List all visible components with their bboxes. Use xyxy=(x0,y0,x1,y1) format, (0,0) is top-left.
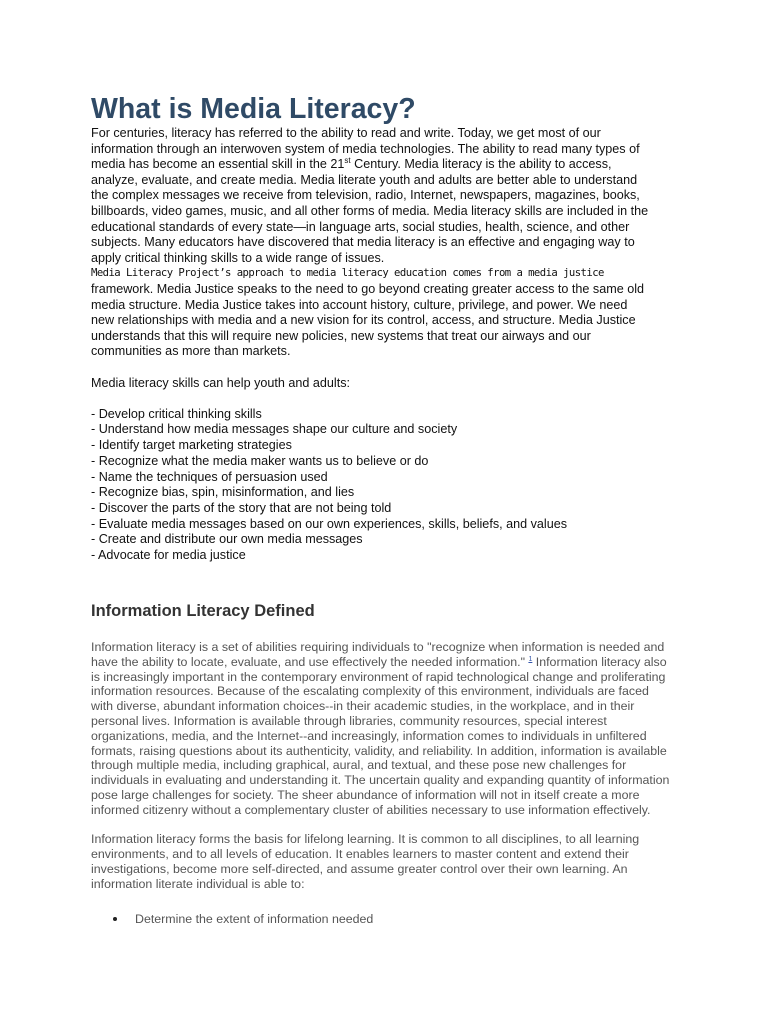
text-line: individuals in evaluating and understanding it. The uncertain quality and expanding quantity of information xyxy=(91,773,670,788)
text-line: the complex messages we receive from television, radio, Internet, newspapers, magazines, books, xyxy=(91,188,640,203)
text-line: apply critical thinking skills to a wide range of issues. xyxy=(91,250,385,265)
list-item: - Create and distribute our own media messages xyxy=(91,532,363,547)
text-span: have the ability to locate, evaluate, and use effectively the needed information." xyxy=(91,654,529,669)
spacer xyxy=(91,818,691,833)
text-line: information through an interwoven system of media technologies. The ability to read many types of xyxy=(91,141,640,156)
text-line: educational standards of every state—in language arts, social studies, health, science, and other xyxy=(91,219,630,234)
text-line: investigations, become more self-directed, and assume greater control over their own learning. An xyxy=(91,861,628,876)
text-line: informed citizenry without a complementary cluster of abilities necessary to use information effectively. xyxy=(91,802,651,817)
text-line: environments, and to all levels of education. It enables learners to master content and extend their xyxy=(91,847,629,862)
text-line: formats, raising questions about its authenticity, validity, and reliability. In addition, information is available xyxy=(91,743,667,758)
text-line: understands that this will require new policies, new systems that treat our airways and our xyxy=(91,328,591,343)
text-line: Media Literacy Project’s approach to media literacy education comes from a media justice xyxy=(91,267,604,280)
text-span: Century. Media literacy is the ability to access, xyxy=(350,157,612,172)
list-item: - Advocate for media justice xyxy=(91,548,246,563)
superscript: st xyxy=(344,156,351,165)
text-span: media has become an essential skill in the 21 xyxy=(91,157,345,172)
text-line: organizations, media, and the Internet--and increasingly, information comes to individuals in unfiltered xyxy=(91,728,647,743)
list-item: - Identify target marketing strategies xyxy=(91,438,292,453)
text-line xyxy=(91,655,691,670)
text-span: Information literacy also xyxy=(532,654,667,669)
footnote-link[interactable]: 1 xyxy=(528,655,533,663)
section-heading: Information Literacy Defined xyxy=(91,602,315,620)
text-line: information literate individual is able to: xyxy=(91,876,305,891)
list-item: - Understand how media messages shape our culture and society xyxy=(91,422,458,437)
page-title: What is Media Literacy? xyxy=(91,93,416,125)
text-line: with diverse, abundant information choices--in their academic studies, in the workplace, and in their xyxy=(91,699,635,714)
text-line: billboards, video games, music, and all other forms of media. Media literacy skills are included in the xyxy=(91,203,649,218)
text-line: Information literacy forms the basis for lifelong learning. It is common to all disciplines, to all learning xyxy=(91,832,640,847)
intro-paragraph xyxy=(91,126,691,266)
list-item: - Evaluate media messages based on our own experiences, skills, beliefs, and values xyxy=(91,516,568,531)
list-item: - Recognize bias, spin, misinformation, and lies xyxy=(91,485,355,500)
text-line: communities as more than markets. xyxy=(91,344,291,359)
text-line: framework. Media Justice speaks to the need to go beyond creating greater access to the same old xyxy=(91,281,645,296)
text-line: pose large challenges for society. The sheer abundance of information will not in itself create a more xyxy=(91,787,640,802)
list-item: - Develop critical thinking skills xyxy=(91,406,262,421)
text-line: For centuries, literacy has referred to the ability to read and write. Today, we get most of our xyxy=(91,126,601,140)
text-line: new relationships with media and a new vision for its control, access, and structure. Media Justice xyxy=(91,313,636,328)
document-page xyxy=(91,92,691,926)
text-line: is increasingly important in the contemporary environment of rapid technological change and proliferating xyxy=(91,669,666,684)
list-item: - Discover the parts of the story that are not being told xyxy=(91,500,392,515)
text-line xyxy=(91,157,691,173)
paragraph xyxy=(91,640,691,818)
list-item-label: Determine the extent of information needed xyxy=(135,912,374,926)
text-line: personal lives. Information is available through libraries, community resources, special interest xyxy=(91,713,607,728)
text-line: analyze, evaluate, and create media. Media literate youth and adults are better able to understand xyxy=(91,172,638,187)
text-line: through multiple media, including graphical, aural, and textual, and these pose new challenges for xyxy=(91,758,627,773)
skills-list xyxy=(91,407,691,564)
text-line: subjects. Many educators have discovered that media literacy is an effective and engaging way to xyxy=(91,235,635,250)
list-item xyxy=(113,912,373,926)
list-item: - Name the techniques of persuasion used xyxy=(91,469,328,484)
list-item: - Recognize what the media maker wants us to believe or do xyxy=(91,453,429,468)
paragraph xyxy=(91,832,691,891)
bullet-icon xyxy=(113,917,117,921)
information-literacy-section xyxy=(91,640,691,892)
skills-intro: Media literacy skills can help youth and adults: xyxy=(91,375,351,390)
text-line: media structure. Media Justice takes into account history, culture, privilege, and power. We need xyxy=(91,297,628,312)
spacer xyxy=(91,391,691,407)
spacer xyxy=(91,360,691,376)
media-justice-paragraph xyxy=(91,266,691,360)
bullet-list xyxy=(113,912,373,926)
text-line: information resources. Because of the escalating complexity of this environment, individuals are faced xyxy=(91,684,649,699)
text-line: Information literacy is a set of abilities requiring individuals to "recognize when information is needed and xyxy=(91,640,665,654)
